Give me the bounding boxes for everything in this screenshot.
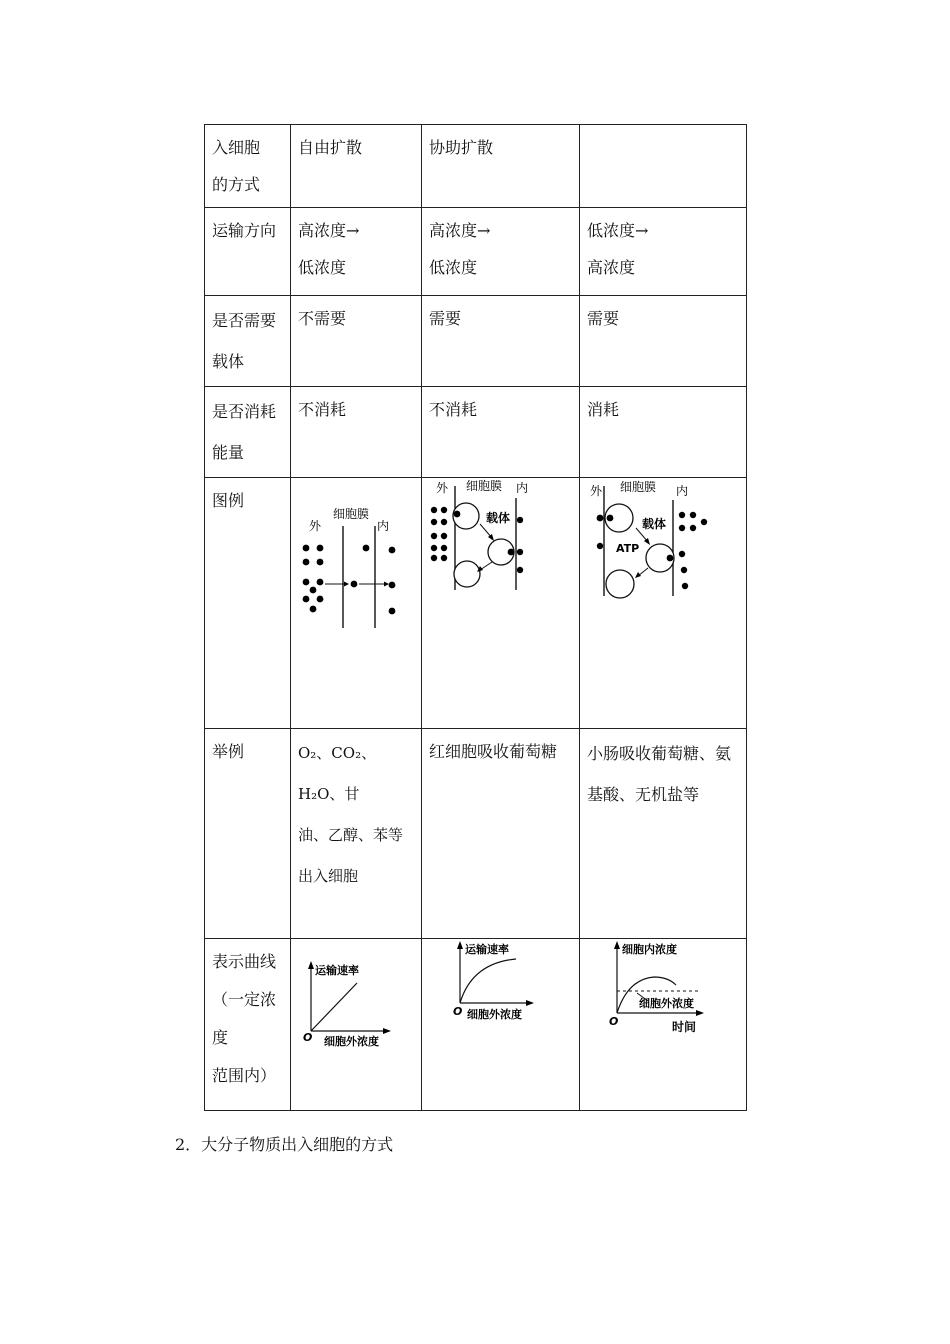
table-cell: 需要: [580, 296, 747, 387]
table-row: [205, 387, 747, 478]
molecule-dot: [431, 519, 437, 525]
molecule-dot: [690, 525, 696, 531]
carrier-label: 载体: [486, 511, 511, 525]
molecule-dot: [441, 533, 447, 539]
table-cell: 需要: [422, 296, 580, 387]
x-axis-label: 细胞外浓度: [467, 1008, 522, 1021]
cell-free-diffusion: 自由扩散: [291, 125, 422, 208]
outside-label: 外: [436, 481, 449, 495]
molecule-dot: [690, 512, 696, 518]
molecule-dot: [679, 525, 685, 531]
rate-curve: [460, 959, 516, 1003]
molecule-dot: [441, 545, 447, 551]
table-row: [205, 125, 747, 208]
molecule-dot: [303, 545, 310, 552]
y-axis-label: 运输速率: [315, 964, 359, 977]
molecule-dot: [317, 545, 324, 552]
outside-label: 外: [590, 484, 603, 498]
molecule-dot: [317, 596, 324, 603]
arrowhead: [384, 582, 389, 587]
molecule-dot: [679, 551, 685, 557]
y-axis-label: 运输速率: [465, 943, 509, 956]
molecule-dot: [303, 579, 310, 586]
y-axis-arrow: [308, 961, 314, 969]
cell-facilitated-diffusion: 协助扩散: [422, 125, 580, 208]
membrane-label: 细胞膜: [620, 480, 657, 494]
molecule-dot: [317, 559, 324, 566]
table-cell: 不消耗: [291, 387, 422, 478]
molecule-dot: [441, 507, 447, 513]
active-transport-curve-cell: [580, 939, 747, 1111]
free-diffusion-curve-cell: [291, 939, 422, 1111]
molecule-dot: [682, 583, 688, 589]
molecule-dot: [389, 547, 396, 554]
molecule-dot: [363, 545, 370, 552]
active-transport-diagram-cell: [580, 478, 747, 729]
origin-label: O: [303, 1031, 313, 1044]
molecule-dot: [701, 519, 707, 525]
inside-label: 内: [516, 481, 529, 495]
free-diffusion-diagram: [291, 478, 422, 638]
molecule-dot: [310, 606, 317, 613]
molecule-dot: [389, 582, 396, 589]
table-row: [205, 208, 747, 296]
molecule-dot: [681, 567, 687, 573]
carrier-protein: [454, 561, 480, 587]
cell-active-transport: [580, 125, 747, 208]
row-label: 运输方向: [205, 208, 291, 296]
x-axis-arrow: [383, 1028, 391, 1034]
rate-curve: [311, 983, 357, 1031]
molecule-dot: [317, 579, 324, 586]
molecule-dot: [597, 543, 603, 549]
molecule-dot: [431, 555, 437, 561]
origin-label: O: [453, 1005, 463, 1018]
molecule-dot: [441, 519, 447, 525]
y-axis-arrow: [614, 941, 620, 949]
arrowhead: [635, 572, 641, 578]
inside-label: 内: [676, 484, 689, 498]
table-cell: 红细胞吸收葡萄糖: [422, 729, 580, 939]
row-label: 入细胞 的方式: [205, 125, 291, 208]
table-cell: 不消耗: [422, 387, 580, 478]
free-diffusion-diagram-cell: [291, 478, 422, 729]
carrier-protein: [606, 570, 634, 598]
molecule-dot: [667, 555, 674, 562]
table-cell: 消耗: [580, 387, 747, 478]
active-transport-curve: [580, 939, 747, 1049]
molecule-dot: [517, 549, 523, 555]
membrane-label: 细胞膜: [466, 479, 503, 493]
dashed-line-label: 细胞外浓度: [639, 997, 694, 1010]
table-cell: 不需要: [291, 296, 422, 387]
row-label: 图例: [205, 478, 291, 729]
row-label: 是否需要 载体: [205, 296, 291, 387]
facilitated-diffusion-diagram: [422, 478, 580, 608]
molecule-dot: [454, 511, 461, 518]
table-row: [205, 939, 747, 1111]
table-cell: 低浓度→ 高浓度: [580, 208, 747, 296]
molecule-dot: [389, 608, 396, 615]
x-axis-arrow: [526, 1000, 534, 1006]
molecule-dot: [431, 533, 437, 539]
x-axis-arrow: [696, 1010, 704, 1016]
atp-label: ATP: [616, 542, 640, 555]
molecule-dot: [597, 515, 604, 522]
row-label: 举例: [205, 729, 291, 939]
molecule-dot: [310, 587, 317, 594]
arrowhead: [344, 582, 349, 587]
membrane-label: 细胞膜: [333, 507, 370, 521]
transport-table: [204, 124, 747, 1111]
molecule-dot: [303, 596, 310, 603]
x-axis-label: 时间: [672, 1020, 697, 1034]
molecule-dot: [303, 559, 310, 566]
row-label: 是否消耗 能量: [205, 387, 291, 478]
facilitated-diffusion-curve-cell: [422, 939, 580, 1111]
free-diffusion-curve: [291, 939, 422, 1059]
outside-label: 外: [309, 519, 322, 533]
molecule-dot: [607, 515, 614, 522]
x-axis-label: 细胞外浓度: [324, 1035, 379, 1048]
molecule-dot: [351, 581, 358, 588]
inside-label: 内: [377, 519, 390, 533]
active-transport-diagram: [580, 478, 747, 608]
row-label: 表示曲线 （一定浓 度 范围内）: [205, 939, 291, 1111]
molecule-dot: [517, 567, 523, 573]
molecule-dot: [441, 555, 447, 561]
table-row: [205, 478, 747, 729]
y-axis-arrow: [457, 941, 463, 949]
table-cell: O₂、CO₂、H₂O、甘 油、乙醇、苯等 出入细胞: [291, 729, 422, 939]
molecule-dot: [431, 507, 437, 513]
facilitated-diffusion-curve: [422, 939, 580, 1039]
table-cell: 高浓度→ 低浓度: [291, 208, 422, 296]
molecule-dot: [679, 512, 685, 518]
molecule-dot: [517, 517, 523, 523]
table-cell: 小肠吸收葡萄糖、氨 基酸、无机盐等: [580, 729, 747, 939]
table-row: [205, 296, 747, 387]
carrier-label: 载体: [642, 517, 667, 531]
facilitated-diffusion-diagram-cell: [422, 478, 580, 729]
molecule-dot: [431, 545, 437, 551]
origin-label: O: [609, 1015, 619, 1028]
molecule-dot: [508, 549, 515, 556]
section-heading: 2．大分子物质出入细胞的方式: [175, 1135, 394, 1154]
table-cell: 高浓度→ 低浓度: [422, 208, 580, 296]
y-axis-label: 细胞内浓度: [622, 943, 677, 956]
table-row: [205, 729, 747, 939]
